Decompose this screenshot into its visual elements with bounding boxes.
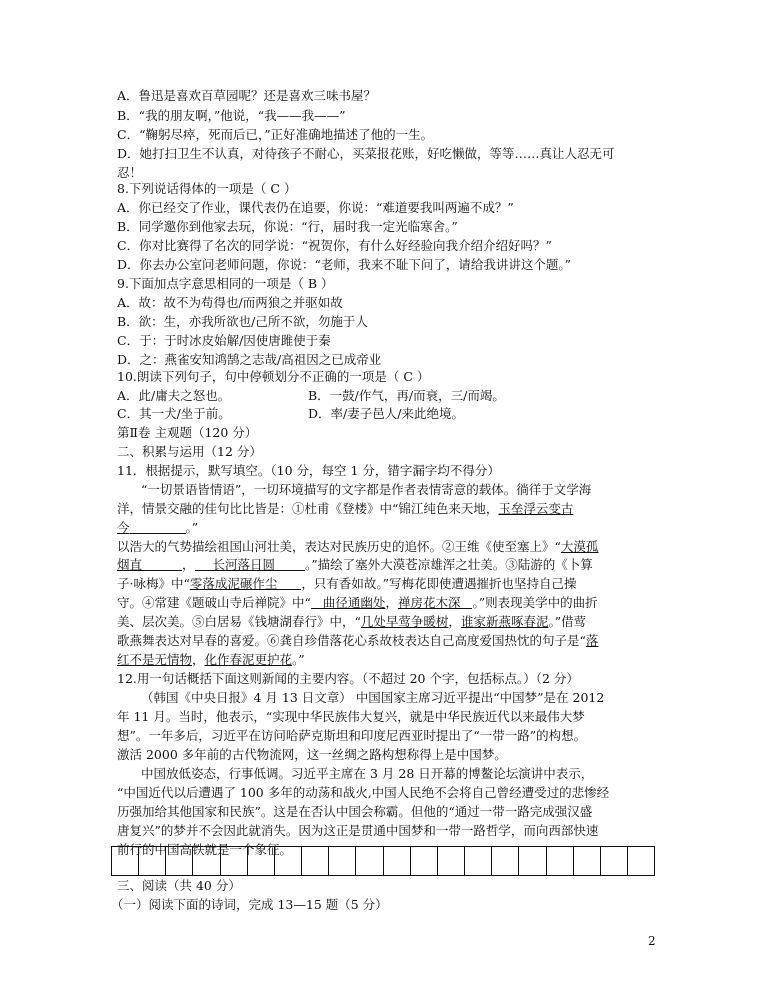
q11-text-segment: 以浩大的气势描绘祖国山河壮美，表达对民族历史的追怀。②王维《使至塞上》“ bbox=[117, 539, 561, 554]
answer-blank bbox=[195, 557, 213, 571]
q10-option-b: B．一鼓/作气，再/而衰，三/而竭。 bbox=[308, 388, 505, 403]
q11-para-line4 bbox=[117, 538, 598, 556]
answer-grid-cell[interactable] bbox=[356, 847, 383, 875]
q11-text-segment: 歌燕舞表达对早春的喜爱。⑥龚自珍借落花心系故枝表达自己高度爱国热忱的句子是“ bbox=[117, 633, 586, 648]
q9-option-b: B．欲：生，亦我所欲也/己所不欲，勿施于人 bbox=[117, 314, 368, 329]
q11-answer-2: 大漠孤 bbox=[560, 539, 599, 554]
part3-subsection: （一）阅读下面的诗词，完成 13—15 题（5 分） bbox=[111, 897, 388, 912]
q7-option-b: B．“我的朋友啊，”他说，“我——我——” bbox=[117, 108, 346, 123]
q11-para-line3 bbox=[117, 519, 198, 537]
q12-news-line: 年 11 月。当时，他表示，“实现中华民族伟大复兴，就是中华民族近代以来最伟大梦 bbox=[117, 709, 585, 724]
q11-text-segment: 。”描绘了塞外大漠苍凉雄浑之壮美。③陆游的《卜算 bbox=[305, 557, 593, 572]
q8-stem: 8.下列说话得体的一项是（ C ） bbox=[117, 181, 297, 196]
part2-section: 二、积累与运用（12 分） bbox=[117, 444, 262, 459]
answer-blank bbox=[460, 595, 472, 609]
page-number: 2 bbox=[648, 934, 656, 948]
answer-grid-cell[interactable] bbox=[411, 847, 438, 875]
q11-para-line6 bbox=[117, 575, 577, 593]
answer-grid-cell[interactable] bbox=[112, 847, 139, 875]
q12-news-line: 想”。一年多后，习近平在访问哈萨克斯坦和印度尼西亚时提出了“一带一路”的构想。 bbox=[117, 728, 587, 743]
part3-section: 三、阅读（共 40 分） bbox=[117, 878, 241, 893]
q8-option-a: A．你已经交了作业，课代表仍在追要，你说：“难道要我叫两遍不成？” bbox=[117, 200, 514, 215]
q11-text-segment: 洋，情景交融的佳句比比皆是：①杜甫《登楼》中“锦江纯色来天地， bbox=[117, 501, 499, 516]
q11-answer-8: 谁家新燕啄春泥 bbox=[460, 614, 549, 629]
answer-grid-cell[interactable] bbox=[492, 847, 519, 875]
q12-stem: 12.用一句话概括下面这则新闻的主要内容。（不超过 20 个字，包括标点。）（2 分） bbox=[117, 671, 579, 686]
q10-stem: 10.朗读下列句子，句中停顿划分不正确的一项是（ C ） bbox=[117, 369, 430, 384]
q11-answer-2-cont: 烟直 bbox=[117, 557, 143, 572]
answer-blank bbox=[130, 520, 186, 534]
q11-text-segment: 。”借莺 bbox=[548, 614, 587, 629]
q7-option-d-cont: 忍！ bbox=[117, 165, 143, 180]
answer-blank bbox=[275, 557, 305, 571]
q12-news-line: 历强加给其他国家和民族”。这是在否认中国会称霸。但他的“通过一带一路完成强汉盛 bbox=[117, 804, 593, 819]
answer-grid-cell[interactable] bbox=[329, 847, 356, 875]
q11-text-segment: 。”则表现美学中的曲折 bbox=[472, 595, 598, 610]
q12-news-line: （韩国《中央日报》4 月 13 日文章） 中国国家主席习近平提出“中国梦”是在 2012 bbox=[141, 690, 605, 705]
q7-option-d: D．她打扫卫生不认真，对待孩子不耐心，买菜报花账，好吃懒做，等等……真让人忍无可 bbox=[117, 146, 615, 161]
answer-grid-cell[interactable] bbox=[166, 847, 193, 875]
q12-news-line: 激活 2000 多年前的古代物流网，这一丝绸之路构想称得上是中国梦。 bbox=[117, 747, 507, 762]
q11-para-line2 bbox=[117, 500, 573, 518]
q11-text-segment: 。” bbox=[185, 520, 199, 535]
q9-option-a: A．故：故不为苟得也/而两狼之并驱如故 bbox=[117, 295, 343, 310]
q9-option-c: C．于：于时冰皮始解/因使唐雎使于秦 bbox=[117, 333, 331, 348]
q11-text-segment: 美、层次美。⑤白居易《钱塘湖春行》中，“ bbox=[117, 614, 361, 629]
answer-blank bbox=[311, 595, 323, 609]
q11-para-line8: 美、层次美。⑤白居易《钱塘湖春行》中，“几处早莺争暖树，谁家新燕啄春泥。”借莺 bbox=[117, 614, 587, 629]
answer-grid-cell[interactable] bbox=[465, 847, 492, 875]
q12-news-line: “中国近代以后遭遇了 100 多年的动荡和战火,中国人民绝不会将自己曾经遭受过的悲惨经 bbox=[117, 785, 610, 800]
q11-stem: 11．根据提示，默写填空。（10 分，每空 1 分，错字漏字均不得分） bbox=[117, 463, 500, 478]
q11-answer-5: 曲径通幽处 bbox=[322, 595, 386, 610]
q11-para-line10: 红不是无情物，化作春泥更护花。” bbox=[117, 652, 305, 667]
answer-grid-cell[interactable] bbox=[302, 847, 329, 875]
q11-answer-1: 玉垒浮云变古 bbox=[498, 501, 574, 516]
q8-option-b: B．同学邀你到他家去玩，你说：“行，届时我一定光临寒舍。” bbox=[117, 219, 458, 234]
q11-answer-9-cont: 红不是无情物 bbox=[117, 652, 193, 667]
q9-stem: 9.下面加点字意思相同的一项是（ B ） bbox=[117, 276, 334, 291]
q11-text-segment: ，只有香如故。”写梅花即使遭遇摧折也坚持自己操 bbox=[301, 576, 577, 591]
answer-grid-cell[interactable] bbox=[601, 847, 628, 875]
q8-option-c: C．你对比赛得了名次的同学说：“祝贺你，有什么好经验向我介绍介绍好吗？” bbox=[117, 238, 552, 253]
answer-grid-cell[interactable] bbox=[547, 847, 574, 875]
q11-para-line1: “一切景语皆情语”，一切环境描写的文字都是作者表情寄意的载体。徜徉于文学海 bbox=[141, 482, 592, 497]
q11-answer-1-cont: 今 bbox=[117, 520, 130, 535]
q7-option-c: C．“鞠躬尽瘁，死而后已，”正好准确地描述了他的一生。 bbox=[117, 127, 434, 142]
answer-grid-cell[interactable] bbox=[275, 847, 302, 875]
q12-news-line: 前行的中国高铁就是一个象征。 bbox=[117, 842, 293, 857]
q11-answer-7: 几处早莺争暖树 bbox=[360, 614, 449, 629]
q7-option-a: A．鲁迅是喜欢百草园呢？还是喜欢三味书屋？ bbox=[117, 88, 377, 103]
q12-answer-grid[interactable] bbox=[111, 846, 655, 876]
q12-news-line: 唐复兴”的梦并不会因此就消失。因为这正是贯通中国梦和一带一路哲学，而向西部快速 bbox=[117, 823, 599, 838]
answer-grid-cell[interactable] bbox=[438, 847, 465, 875]
answer-grid-cell[interactable] bbox=[384, 847, 411, 875]
answer-blank bbox=[142, 557, 182, 571]
answer-blank bbox=[277, 576, 301, 590]
q11-answer-3: 长河落日圆 bbox=[212, 557, 276, 572]
q11-answer-10: 化作春泥更护花 bbox=[204, 652, 293, 667]
answer-grid-cell[interactable] bbox=[221, 847, 248, 875]
answer-grid-cell[interactable] bbox=[193, 847, 220, 875]
q10-option-d: D．率/妻子邑人/来此绝境。 bbox=[308, 406, 464, 421]
q11-answer-6: 禅房花木深 bbox=[397, 595, 461, 610]
answer-grid-cell[interactable] bbox=[628, 847, 654, 875]
q11-text-segment: 子·咏梅》中“ bbox=[117, 576, 190, 591]
q11-para-line7: 守。④常建《题破山寺后禅院》中“ 曲径通幽处，禅房花木深 。”则表现美学中的曲折 bbox=[117, 595, 598, 610]
q9-option-d: D．之：燕雀安知鸿鹄之志哉/高祖因之已成帝业 bbox=[117, 352, 382, 367]
q8-option-d: D．你去办公室问老师问题，你说：“老师，我来不耻下问了，请给我讲讲这个题。” bbox=[117, 257, 572, 272]
answer-grid-cell[interactable] bbox=[519, 847, 546, 875]
q10-option-a: A．此/庸夫之怒也。 bbox=[117, 388, 231, 403]
part2-title: 第Ⅱ卷 主观题（120 分） bbox=[117, 425, 258, 440]
q11-para-line5: 烟直 ， 长河落日圆 。”描绘了塞外大漠苍凉雄浑之壮美。③陆游的《卜算 bbox=[117, 557, 593, 572]
q10-option-c: C．其一犬/坐于前。 bbox=[117, 406, 231, 421]
answer-grid-cell[interactable] bbox=[574, 847, 601, 875]
answer-grid-cell[interactable] bbox=[248, 847, 275, 875]
q11-answer-4: 零落成泥碾作尘 bbox=[189, 576, 278, 591]
q11-para-line9 bbox=[117, 632, 598, 650]
q11-answer-9: 落 bbox=[585, 633, 599, 648]
q11-text-segment: 守。④常建《题破山寺后禅院》中“ bbox=[117, 595, 311, 610]
q12-news-line: 中国放低姿态，行事低调。习近平主席在 3 月 28 日开幕的博鳌论坛演讲中表示， bbox=[141, 766, 594, 781]
answer-grid-cell[interactable] bbox=[139, 847, 166, 875]
